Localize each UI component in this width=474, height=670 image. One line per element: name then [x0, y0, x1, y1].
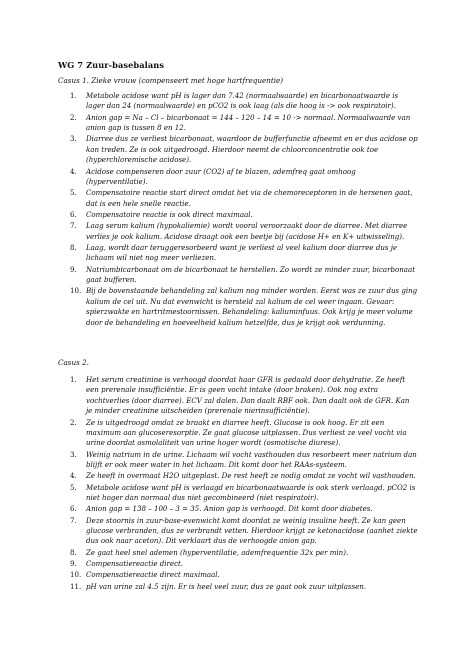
- list-item: [58, 570, 418, 580]
- list-item-text: Weinig natrium in de urine. Lichaam wil vocht vasthouden dus resorbeert meer natrium dan blijft er ook meer water in het lichaam. Dit komt door het RAAs-systeem.: [86, 449, 417, 470]
- list-item-text: Compensatoire reactie is ook direct maximaal.: [86, 209, 253, 219]
- list-item-text: Diarree dus ze verliest bicarbonaat, waardoor de bufferfunctie afneemt en er dus acidose op kan treden. Ze is ook uitgedroogd. Hierdoor neemt de chloorconcentratie ook toe (hyperchloremische acidose).: [86, 134, 418, 165]
- list-item-text: Ze gaat heel snel ademen (hyperventilatie, ademfrequentie 32x per min).: [86, 547, 349, 557]
- list-item-text: Ze heeft in overmaat H2O uitgeplast. De rest heeft ze nodig omdat ze vocht wil vasthouden.: [86, 471, 416, 481]
- list-item: [58, 582, 418, 592]
- list-item-number: 9.: [70, 559, 77, 569]
- list-item: [58, 188, 418, 209]
- list-item-text: Anion gap = 138 – 100 – 3 = 35. Anion gap is verhoogd. Dit komt door diabetes.: [86, 504, 373, 514]
- list-item: [58, 286, 418, 328]
- list-item-number: 7.: [70, 221, 77, 231]
- list-item-text: Compensatiereactie direct maximaal.: [86, 570, 220, 580]
- list-item: [58, 375, 418, 417]
- list-item-text: Bij de bovenstaande behandeling zal kalium nog minder worden. Eerst was ze zuur dus ging kalium de cel uit. Nu dat evenwicht is hersteld zal kalium de cel weer ingaan. Gevaar: spierzwakte en hartritmestoornissen. Behandeling: kaliuminfuus. Ook krijg je meer volume door de behandeling en hoeveelheid kalium hetzelfde, dus je krijgt ook verdunning.: [86, 286, 418, 327]
- list-item: [58, 548, 418, 558]
- list-item-text: Acidose compenseren door zuur (CO2) af te blazen, ademfreq gaat omhoog (hyperventilatie).: [86, 166, 356, 186]
- list-item-number: 10.: [70, 286, 82, 296]
- document-title: WG 7 Zuur-basebalans: [58, 60, 165, 70]
- list-item-text: Compensatiereactie direct.: [86, 559, 184, 569]
- list-item-number: 3.: [70, 134, 77, 144]
- list-item-text: Laag serum kalium (hypokaliemie) wordt vooral veroorzaakt door de diarree. Met diarree verlies je ook kalium. Acidose draagt ook een beetje bij (acidose H+ en K+ uitwisseling).: [86, 221, 408, 241]
- list-item-number: 6.: [70, 209, 77, 219]
- casus2-list: [58, 375, 418, 593]
- list-item-number: 7.: [70, 515, 77, 525]
- list-item-number: 9.: [70, 264, 77, 274]
- list-item: [58, 450, 418, 471]
- list-item-number: 6.: [70, 504, 77, 514]
- list-item: [58, 243, 418, 264]
- casus1-heading: Casus 1. Zieke vrouw (compenseert met hoge hartfrequentie): [58, 76, 284, 85]
- list-item-text: Deze stoornis in zuur-base-evenwicht komt doordat ze weinig insuline heeft. Ze kan geen glucose verbranden, dus ze verbrandt vetten. Hierdoor krijgt ze ketonacidose (aanhet ziekte dus ook naar aceton). Dit verklaart dus de verhoogde anion gap.: [86, 515, 418, 546]
- list-item: [58, 559, 418, 569]
- list-item-number: 8.: [70, 547, 77, 557]
- list-item-number: 5.: [70, 482, 77, 492]
- list-item-number: 11.: [70, 581, 82, 591]
- list-item-number: 1.: [70, 91, 77, 100]
- list-item-text: Metabole acidose want pH is lager dan 7.42 (normaalwaarde) en bicarbonaatwaarde is lager dan 24 (normaalwaarde) en pCO2 is ook laag (als die hoog is -> ook respiratoir).: [86, 91, 399, 111]
- list-item-number: 8.: [70, 242, 77, 252]
- list-item-number: 2.: [70, 417, 77, 427]
- list-item-text: Compensatoire reactie start direct omdat het via de chemoreceptoren in de hersenen gaat, dat is een hele snelle reactie.: [86, 188, 413, 208]
- list-item: [58, 483, 418, 504]
- list-item: [58, 471, 418, 481]
- list-item-text: Het serum creatinine is verhoogd doordat haar GFR is gedaald door dehydratie. Ze heeft een prerenale insufficiëntie. Er is geen vocht intake (door braken). Ook nog extra vochtverlies (door diarree). ECV zal dalen. Dan daalt RBF ook. Dan daalt ook de GFR. Kan je minder creatinine uitscheiden (prerenale nierinsufficiëntie).: [86, 375, 410, 416]
- list-item-text: pH van urine zal 4.5 zijn. Er is heel veel zuur, dus ze gaat ook zuur uitplassen.: [86, 581, 367, 591]
- list-item-text: Anion gap = Na – Cl – bicarbonaat = 144 – 120 – 14 = 10 -> normaal. Normaalwaarde van anion gap is tussen 8 en 12.: [86, 112, 411, 133]
- list-item-number: 10.: [70, 570, 82, 580]
- list-item: [58, 418, 418, 449]
- list-item-text: Metabole acidose want pH is verlaagd en bicarbonaatwaarde is ook sterk verlaagd. pCO2 is niet hoger dan normaal dus niet gecombineerd (niet respiratoir).: [86, 482, 416, 503]
- list-item: [58, 516, 418, 547]
- list-item: [58, 504, 418, 514]
- list-item-number: 1.: [70, 375, 77, 384]
- list-item-number: 2.: [70, 112, 77, 122]
- list-item: [58, 113, 418, 134]
- list-item-text: Natriumbicarbonaat om de bicarbonaat te herstellen. Zo wordt ze minder zuur, bicarbonaat gaat bufferen.: [86, 264, 416, 285]
- list-item: [58, 167, 418, 188]
- list-item-text: Laag, wordt daar teruggeresorbeerd want je verliest al veel kalium door diarree dus je lichaam wil niet nog meer verliezen.: [86, 242, 398, 263]
- list-item: [58, 221, 418, 242]
- list-item-number: 5.: [70, 188, 77, 198]
- casus1-list: [58, 91, 418, 329]
- list-item: [58, 210, 418, 220]
- list-item: [58, 91, 418, 112]
- list-item-text: Ze is uitgedroogd omdat ze braakt en diarree heeft. Glucose is ook hoog. Er zit een maximum aan glucoseresorptie. Ze gaat glucose uitplassen. Dus verliest ze veel vocht via urine doordat osmolaliteit van urine hoger wordt (osmotische diurese).: [86, 417, 407, 448]
- list-item: [58, 134, 418, 165]
- list-item-number: 3.: [70, 449, 77, 459]
- list-item-number: 4.: [70, 166, 77, 176]
- casus2-heading: Casus 2.: [58, 358, 89, 367]
- list-item-number: 4.: [70, 471, 77, 481]
- list-item: [58, 265, 418, 286]
